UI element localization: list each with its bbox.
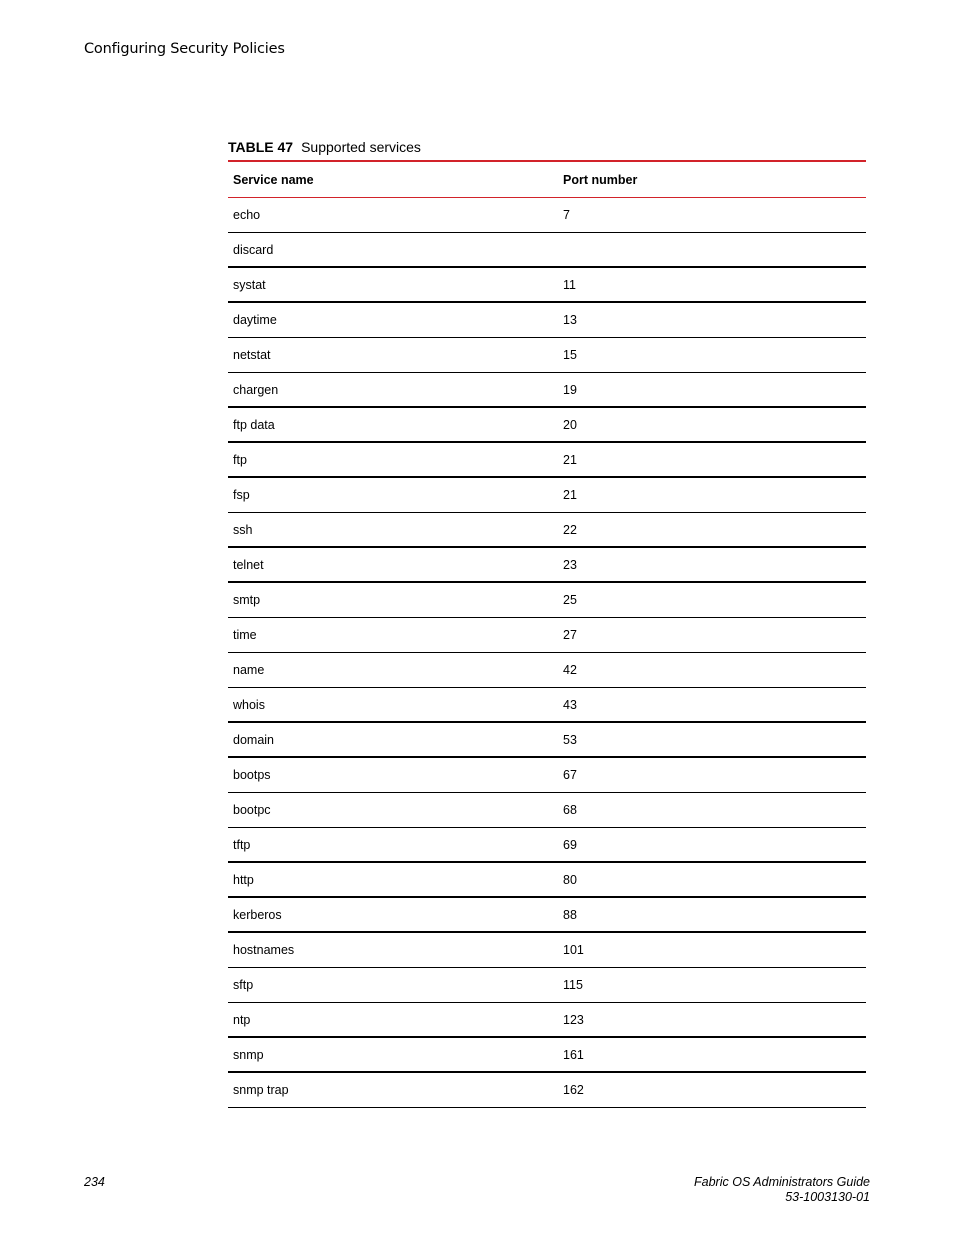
service-name-cell: snmp trap — [233, 1083, 289, 1097]
port-number-cell: 162 — [563, 1083, 584, 1097]
table-row — [228, 688, 866, 723]
port-number-cell: 115 — [563, 978, 583, 992]
service-name-cell: chargen — [233, 382, 279, 397]
page-number: 234 — [84, 1175, 105, 1189]
service-name-cell: tftp — [233, 837, 251, 852]
port-number-cell: 68 — [563, 803, 577, 817]
service-name-cell: hostnames — [233, 943, 295, 957]
table-body — [228, 198, 866, 1108]
service-name-cell: bootpc — [233, 803, 271, 817]
table-title: Supported services — [301, 139, 421, 155]
service-name-cell: http — [233, 872, 254, 887]
service-name-cell: ftp data — [233, 417, 275, 432]
table-row — [228, 513, 866, 548]
port-number-cell: 88 — [563, 907, 577, 922]
service-name-cell: domain — [233, 732, 274, 747]
table-row — [228, 968, 866, 1003]
table-row — [228, 653, 866, 688]
table-row — [228, 723, 866, 758]
service-name-cell: sftp — [233, 978, 254, 992]
table-row — [228, 898, 866, 933]
table-row — [228, 1038, 866, 1073]
table-row — [228, 583, 866, 618]
footer-doc-title: Fabric OS Administrators Guide — [694, 1175, 870, 1189]
port-number-cell: 22 — [563, 522, 577, 537]
port-number-cell: 21 — [563, 488, 577, 502]
service-name-cell: netstat — [233, 348, 271, 362]
running-header: Configuring Security Policies — [84, 41, 285, 57]
port-number-cell: 15 — [563, 348, 577, 362]
port-number-cell: 67 — [563, 768, 577, 782]
footer-doc-id: 53-1003130-01 — [785, 1190, 870, 1204]
service-name-cell: whois — [233, 697, 265, 712]
services-table — [228, 160, 866, 1108]
table-row — [228, 863, 866, 898]
service-name-cell: echo — [233, 208, 261, 222]
table-row — [228, 758, 866, 793]
port-number-cell: 123 — [563, 1012, 584, 1027]
service-name-cell: snmp — [233, 1047, 264, 1062]
service-name-cell: fsp — [233, 488, 250, 502]
service-name-cell: discard — [233, 242, 274, 257]
table-row — [228, 373, 866, 408]
column-header-port-number: Port number — [563, 172, 638, 187]
column-header-service-name: Service name — [233, 172, 314, 187]
table-row — [228, 548, 866, 583]
table-row — [228, 443, 866, 478]
service-name-cell: daytime — [233, 313, 277, 327]
port-number-cell: 53 — [563, 732, 577, 747]
port-number-cell: 21 — [563, 452, 577, 467]
service-name-cell: bootps — [233, 768, 271, 782]
table-row — [228, 268, 866, 303]
port-number-cell: 42 — [563, 663, 577, 677]
service-name-cell: ntp — [233, 1012, 251, 1027]
table-row — [228, 338, 866, 373]
port-number-cell: 27 — [563, 628, 577, 642]
service-name-cell: systat — [233, 277, 266, 292]
table-row — [228, 478, 866, 513]
port-number-cell: 69 — [563, 837, 577, 852]
service-name-cell: ssh — [233, 522, 253, 537]
table-row — [228, 793, 866, 828]
port-number-cell: 25 — [563, 593, 577, 607]
port-number-cell: 19 — [563, 382, 577, 397]
service-name-cell: telnet — [233, 557, 264, 572]
table-row — [228, 1073, 866, 1108]
table-row — [228, 198, 866, 233]
footer-doc-info — [694, 1175, 870, 1205]
table-number: TABLE 47 — [228, 139, 294, 155]
port-number-cell: 23 — [563, 557, 577, 572]
port-number-cell: 80 — [563, 872, 577, 887]
table-row — [228, 618, 866, 653]
table-row — [228, 233, 866, 268]
service-name-cell: name — [233, 663, 265, 677]
table-row — [228, 303, 866, 338]
table-row — [228, 408, 866, 443]
port-number-cell: 13 — [563, 313, 577, 327]
service-name-cell: kerberos — [233, 907, 282, 922]
table-caption — [228, 139, 421, 155]
port-number-cell: 43 — [563, 697, 577, 712]
service-name-cell: ftp — [233, 452, 247, 467]
port-number-cell: 7 — [563, 208, 570, 222]
table-header-row — [228, 162, 866, 198]
table-row — [228, 828, 866, 863]
port-number-cell: 11 — [563, 277, 576, 292]
service-name-cell: smtp — [233, 593, 261, 607]
service-name-cell: time — [233, 628, 257, 642]
port-number-cell: 161 — [563, 1047, 584, 1062]
table-row — [228, 933, 866, 968]
port-number-cell: 101 — [563, 943, 584, 957]
port-number-cell: 20 — [563, 417, 577, 432]
table-row — [228, 1003, 866, 1038]
